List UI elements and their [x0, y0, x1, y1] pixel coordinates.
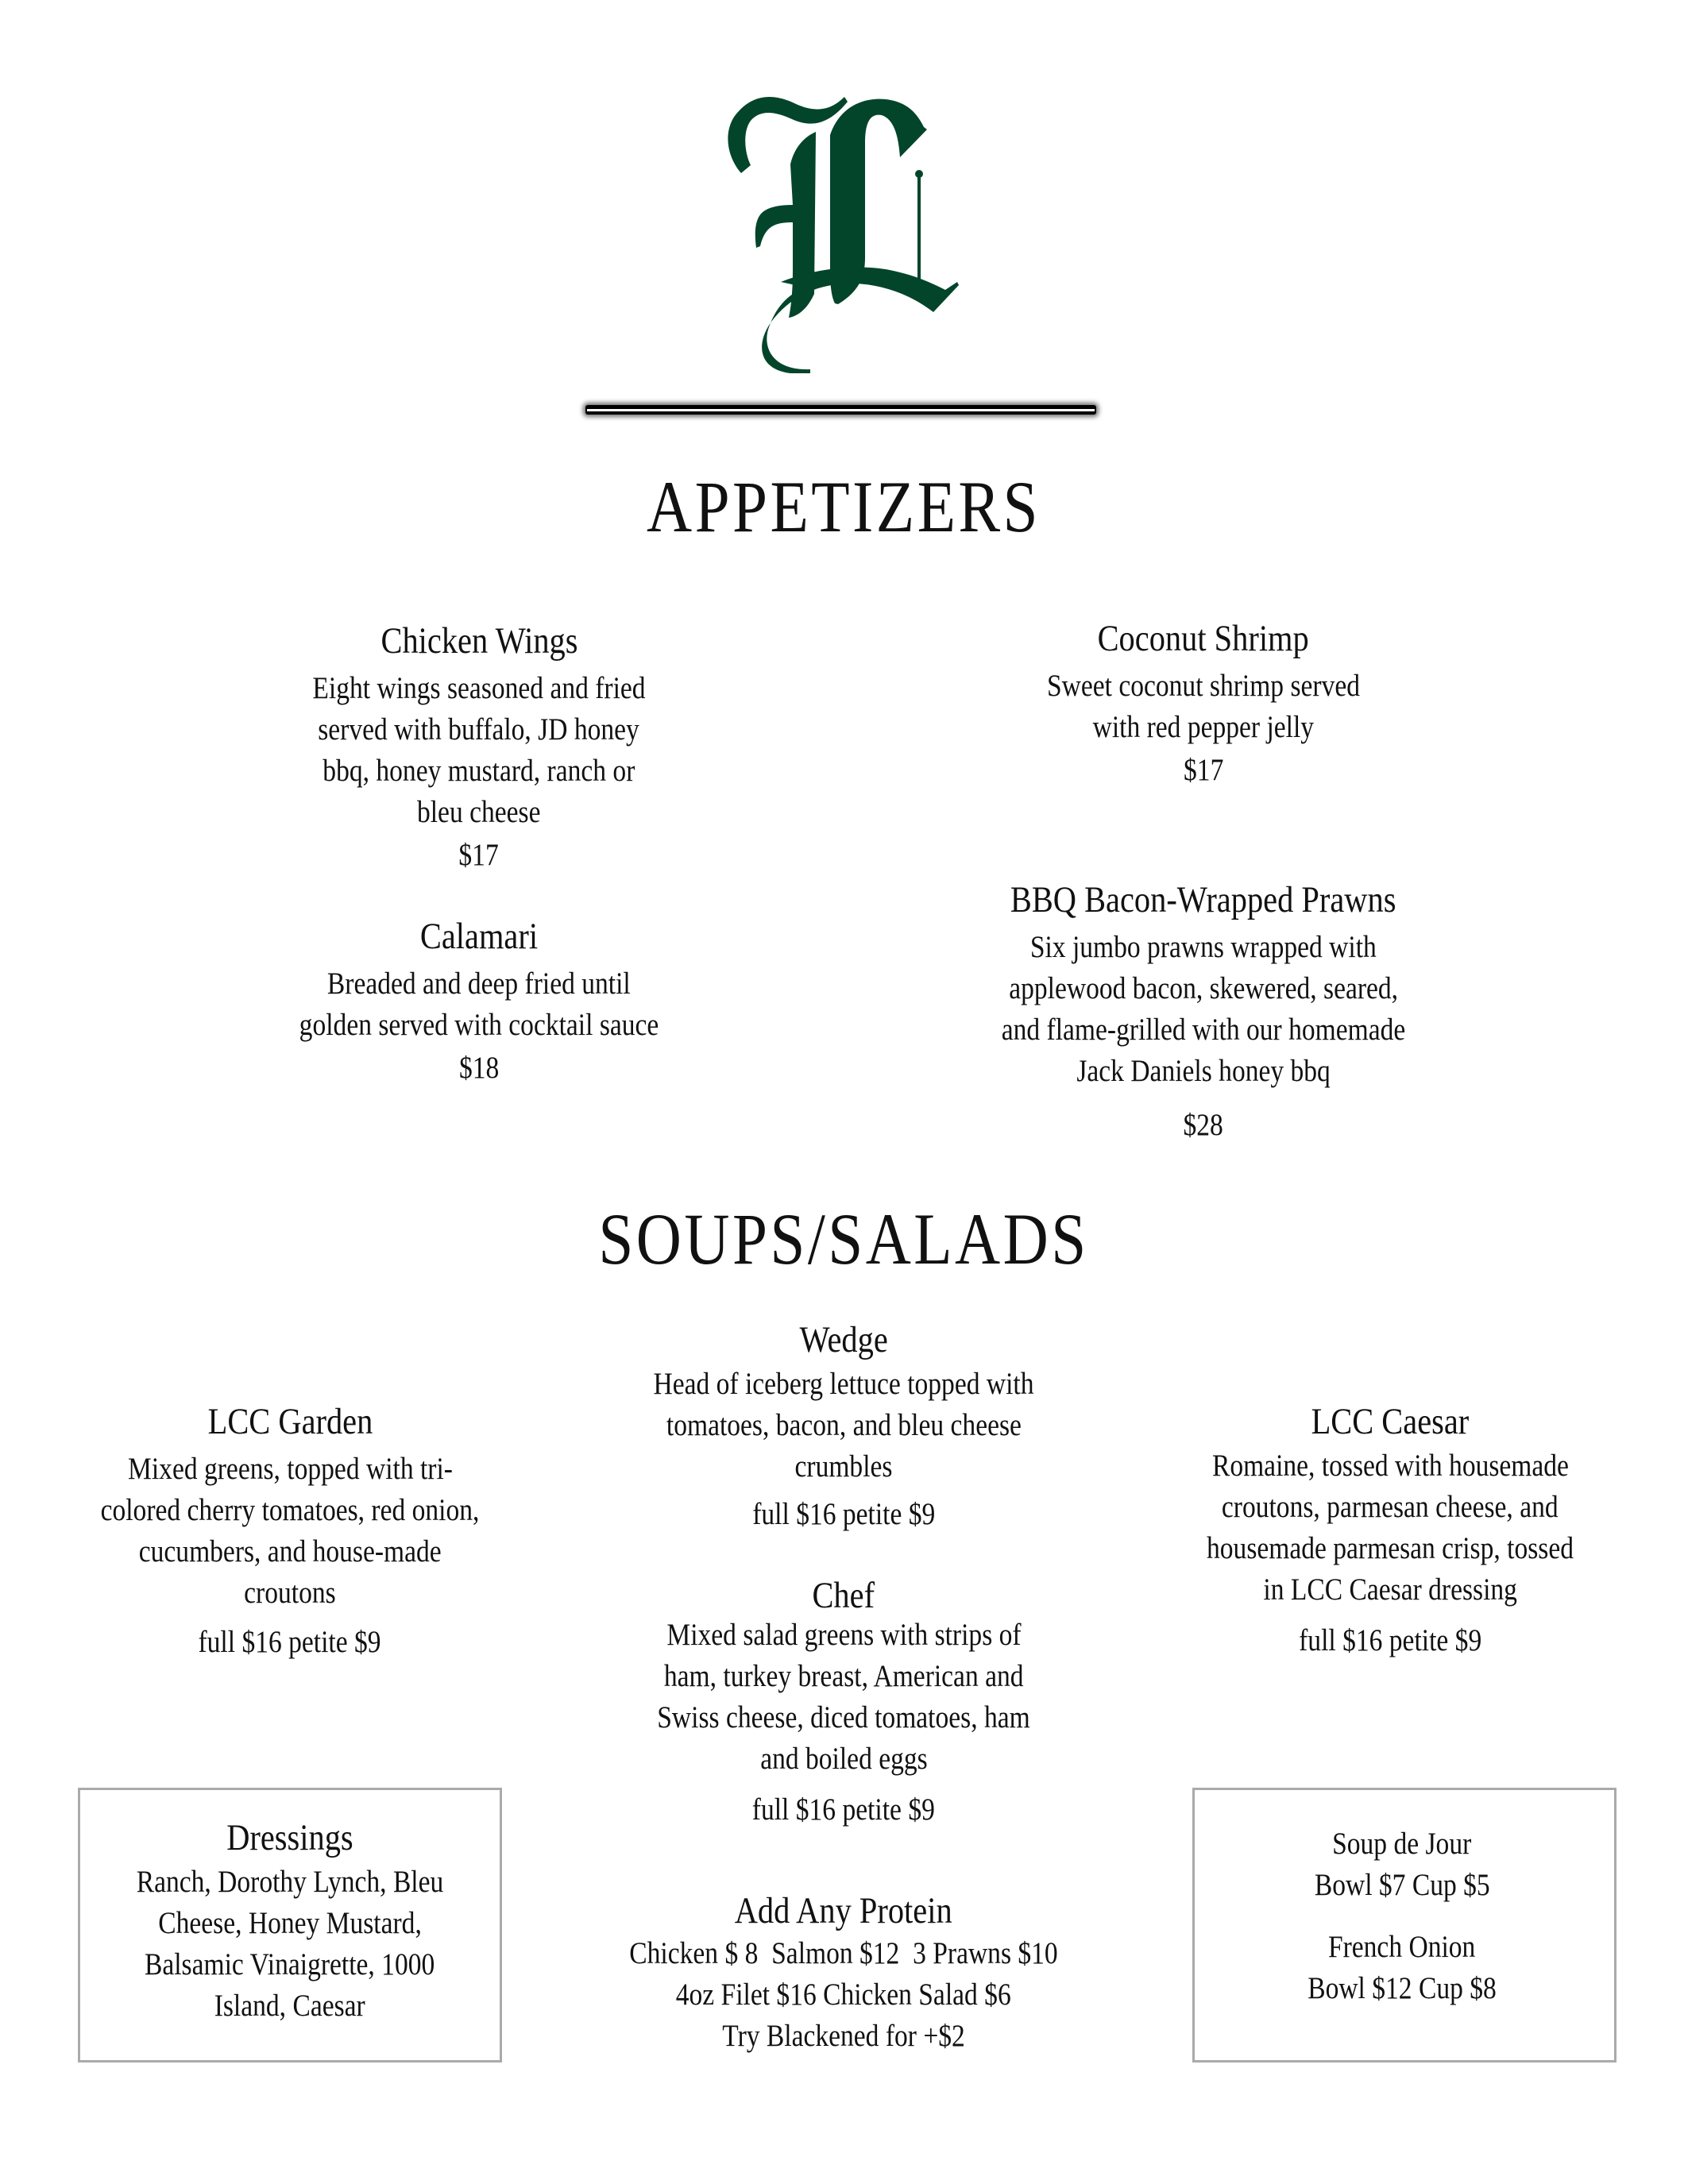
blackletter-l-logo-icon	[719, 79, 965, 373]
menu-item-lcc-caesar	[1176, 1403, 1603, 1656]
menu-item-wedge	[623, 1319, 1065, 1531]
item-description: Breaded and deep fried until golden served with cocktail sauce	[299, 967, 659, 1042]
menu-item-chef	[627, 1577, 1060, 1825]
item-price: full $16 petite $9	[751, 1497, 936, 1531]
item-price: full $16 petite $9	[198, 1625, 382, 1659]
soup-item: French Onion Bowl $12 Cup $8	[1308, 1930, 1497, 2005]
add-protein-title: Add Any Protein	[735, 1890, 952, 1931]
item-name: Coconut Shrimp	[1097, 618, 1310, 659]
section-title-soups-salads: SOUPS/SALADS	[598, 1198, 1089, 1279]
add-protein-options: Chicken $ 8 Salmon $12 3 Prawns $10 4oz Filet $16 Chicken Salad $6 Try Blackened for +$2	[629, 1936, 1058, 2053]
item-description: Head of iceberg lettuce topped with tomatoes, bacon, and bleu cheese crumbles	[653, 1367, 1034, 1484]
item-description: Sweet coconut shrimp served with red pepper jelly	[1046, 669, 1361, 744]
soup-item: Soup de Jour Bowl $7 Cup $5	[1314, 1827, 1490, 1902]
item-description: Six jumbo prawns wrapped with applewood bacon, skewered, seared, and flame-grilled with our homemade Jack Daniels honey bbq	[1001, 930, 1406, 1088]
add-protein-panel	[594, 1890, 1092, 2057]
menu-item-calamari	[270, 918, 688, 1083]
item-name: Chef	[812, 1575, 875, 1616]
section-title-appetizers: APPETIZERS	[647, 466, 1041, 547]
divider-rule	[585, 405, 1096, 415]
item-price: $17	[458, 838, 500, 872]
soups-panel	[1292, 1823, 1512, 2009]
item-name: BBQ Bacon-Wrapped Prawns	[1010, 879, 1396, 920]
dressings-panel	[111, 1819, 469, 2027]
dressings-list: Ranch, Dorothy Lynch, Bleu Cheese, Honey Mustard, Balsamic Vinaigrette, 1000 Island, Caesar	[136, 1865, 444, 2023]
item-price: $28	[1183, 1108, 1224, 1142]
menu-item-lcc-garden	[70, 1403, 510, 1657]
item-name: LCC Caesar	[1311, 1401, 1470, 1442]
item-price: $18	[458, 1051, 500, 1085]
item-name: Calamari	[419, 916, 539, 957]
item-name: LCC Garden	[207, 1401, 373, 1442]
dressings-title: Dressings	[226, 1817, 353, 1858]
item-description: Mixed greens, topped with tri- colored cherry tomatoes, red onion, cucumbers, and house-made croutons	[100, 1452, 480, 1610]
item-name: Chicken Wings	[380, 620, 577, 662]
item-description: Mixed salad greens with strips of ham, turkey breast, American and Swiss cheese, diced tomatoes, ham and boiled eggs	[657, 1618, 1030, 1776]
logo	[719, 79, 965, 373]
item-name: Wedge	[799, 1319, 888, 1360]
item-price: full $16 petite $9	[1298, 1623, 1482, 1657]
item-price: full $16 petite $9	[751, 1792, 936, 1827]
menu-item-bbq-bacon-wrapped-prawns	[968, 879, 1438, 1142]
item-price: $17	[1183, 753, 1224, 787]
item-description: Eight wings seasoned and fried served with buffalo, JD honey bbq, honey mustard, ranch or bleu cheese	[312, 671, 646, 829]
item-description: Romaine, tossed with housemade croutons, parmesan cheese, and housemade parmesan crisp, tossed in LCC Caesar dressing	[1207, 1449, 1574, 1607]
menu-item-chicken-wings	[285, 620, 672, 872]
menu-item-coconut-shrimp	[1022, 620, 1385, 785]
